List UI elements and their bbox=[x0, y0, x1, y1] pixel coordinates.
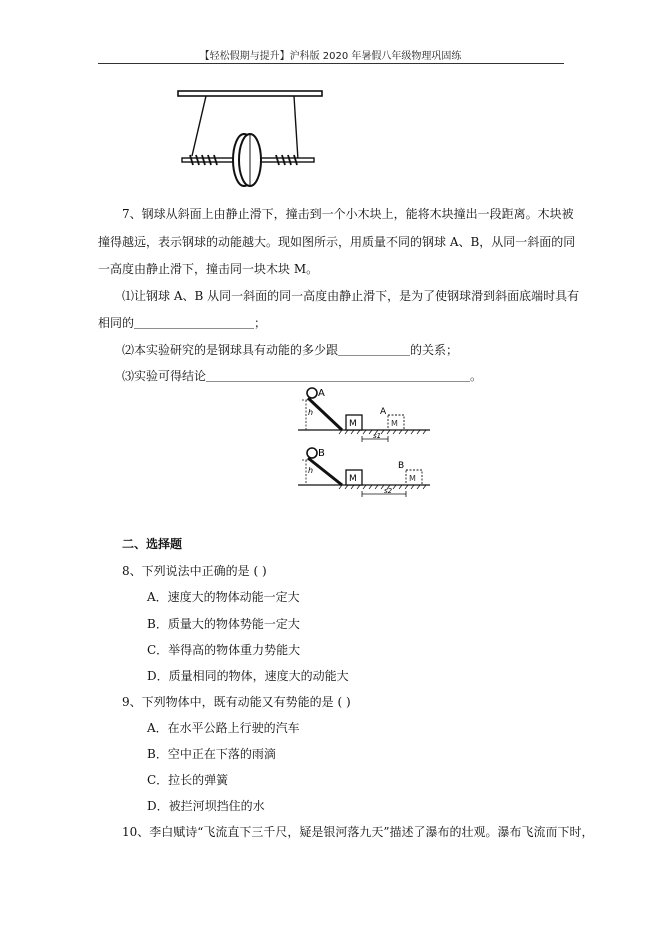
q8-option-d: D．质量相同的物体，速度大的动能大 bbox=[147, 669, 349, 683]
section-title: 二、选择题 bbox=[122, 537, 183, 551]
q9-option-a: A．在水平公路上行驶的汽车 bbox=[147, 721, 300, 735]
q7-line-7: ⑶实验可得结论＿＿＿＿＿＿＿＿＿＿＿＿＿＿＿＿＿＿＿＿＿＿。 bbox=[122, 369, 483, 383]
q7-line-2: 撞得越远，表示钢球的动能越大。现如图所示，用质量不同的钢球 A、B，从同一斜面的同 bbox=[98, 235, 576, 249]
block-label-1: M bbox=[349, 419, 357, 429]
ball-b-icon bbox=[307, 448, 317, 458]
q8-option-b: B．质量大的物体势能一定大 bbox=[147, 617, 300, 631]
q7-line-4: ⑴让钢球 A、B 从同一斜面的同一高度由静止滑下，是为了使钢球滑到斜面底端时具有 bbox=[122, 289, 580, 303]
svg-text:M: M bbox=[409, 474, 416, 483]
ball-a-icon bbox=[307, 388, 317, 398]
incline-figure bbox=[296, 384, 438, 500]
distance-label-1: s1 bbox=[373, 432, 382, 440]
distance-label-2: s2 bbox=[384, 487, 393, 495]
ghost-a-label: A bbox=[380, 407, 387, 417]
ball-b-label: B bbox=[318, 448, 325, 459]
height-label-2: h bbox=[308, 466, 314, 475]
page-header: 【轻松假期与提升】沪科版 2020 年暑假八年级物理巩固练 bbox=[199, 51, 462, 62]
block-label-2: M bbox=[349, 474, 357, 484]
q7-line-3: 一高度由静止滑下，撞击同一块木块 M。 bbox=[98, 262, 319, 276]
q7-line-1: 7、钢球从斜面上由静止滑下，撞击到一个小木块上，能将木块撞出一段距离。木块被 bbox=[122, 207, 574, 221]
q8-stem: 8、下列说法中正确的是 ( ) bbox=[122, 564, 267, 578]
q7-line-6: ⑵本实验研究的是钢球具有动能的多少跟＿＿＿＿＿＿的关系； bbox=[122, 343, 459, 357]
header-divider bbox=[98, 63, 564, 64]
ghost-b-label: B bbox=[398, 461, 405, 471]
q9-option-d: D．被拦河坝挡住的水 bbox=[147, 799, 265, 813]
ball-a-label: A bbox=[318, 388, 325, 399]
svg-text:M: M bbox=[391, 419, 398, 428]
q10-stem: 10、李白赋诗“飞流直下三千尺，疑是银河落九天”描述了瀑布的壮观。瀑布飞流而下时， bbox=[122, 825, 594, 839]
q9-option-b: B．空中正在下落的雨滴 bbox=[147, 747, 276, 761]
q8-option-c: C．举得高的物体重力势能大 bbox=[147, 643, 301, 657]
q7-line-5: 相同的＿＿＿＿＿＿＿＿＿＿； bbox=[98, 316, 267, 330]
q9-stem: 9、下列物体中，既有动能又有势能的是 ( ) bbox=[122, 695, 351, 709]
height-label-1: h bbox=[308, 408, 314, 417]
q9-option-c: C．拉长的弹簧 bbox=[147, 773, 229, 787]
q8-option-a: A．速度大的物体动能一定大 bbox=[147, 590, 300, 604]
pendulum-figure bbox=[172, 88, 332, 200]
